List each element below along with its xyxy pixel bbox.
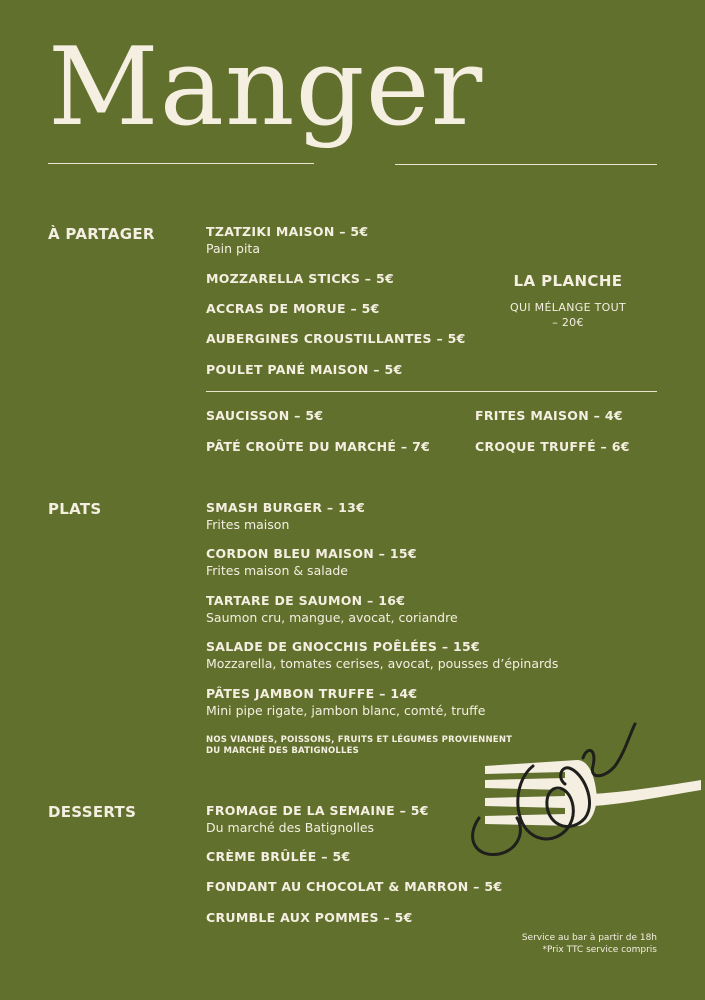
sourcing-note-line: DU MARCHÉ DES BATIGNOLLES	[206, 746, 359, 756]
menu-item	[206, 224, 368, 257]
menu-item	[206, 362, 402, 378]
menu-item	[206, 879, 502, 895]
item-name: SALADE DE GNOCCHIS POÊLÉES – 15€	[206, 639, 481, 654]
menu-item	[206, 593, 458, 626]
item-description: Frites maison & salade	[206, 563, 348, 578]
menu-title: Manger	[48, 25, 484, 150]
planche-price: – 20€	[552, 316, 584, 329]
planche-desc-line: QUI MÉLANGE TOUT	[510, 301, 626, 314]
item-name: MOZZARELLA STICKS – 5€	[206, 271, 394, 286]
item-name: FROMAGE DE LA SEMAINE – 5€	[206, 803, 429, 818]
menu-item	[206, 803, 429, 836]
menu-item	[206, 271, 394, 287]
planche-description	[500, 300, 636, 330]
item-name: CRÈME BRÛLÉE – 5€	[206, 849, 351, 864]
fork-with-pasta-icon	[465, 722, 705, 862]
footer-price-note: *Prix TTC service compris	[542, 945, 657, 955]
item-description: Mozzarella, tomates cerises, avocat, pousses d’épinards	[206, 656, 559, 671]
item-name: TARTARE DE SAUMON – 16€	[206, 593, 406, 608]
menu-item	[206, 910, 413, 926]
menu-item	[206, 849, 350, 865]
menu-item	[206, 500, 365, 533]
section-divider	[206, 391, 657, 392]
menu-item	[206, 439, 430, 455]
item-name: TZATZIKI MAISON – 5€	[206, 224, 369, 239]
title-underline-right	[395, 164, 657, 165]
item-name: CORDON BLEU MAISON – 15€	[206, 546, 417, 561]
section-label-plats: PLATS	[48, 500, 102, 518]
item-description: Mini pipe rigate, jambon blanc, comté, truffe	[206, 703, 486, 718]
menu-item	[206, 639, 558, 672]
section-label-desserts: DESSERTS	[48, 803, 137, 821]
item-name: CROQUE TRUFFÉ – 6€	[475, 439, 630, 454]
footer-notes	[522, 932, 657, 956]
title-underline-left	[48, 163, 314, 164]
footer-service-hours: Service au bar à partir de 18h	[521, 933, 657, 943]
item-description: Saumon cru, mangue, avocat, coriandre	[206, 610, 458, 625]
item-name: FONDANT AU CHOCOLAT & MARRON – 5€	[206, 879, 503, 894]
item-name: ACCRAS DE MORUE – 5€	[206, 301, 380, 316]
item-description: Du marché des Batignolles	[206, 820, 375, 835]
item-name: PÂTÉ CROÛTE DU MARCHÉ – 7€	[206, 439, 431, 454]
item-name: AUBERGINES CROUSTILLANTES – 5€	[206, 331, 466, 346]
sourcing-note-line: NOS VIANDES, POISSONS, FRUITS ET LÉGUMES PROVIENNENT	[206, 735, 513, 745]
menu-item	[206, 686, 485, 719]
menu-item	[206, 408, 323, 424]
menu-item	[206, 546, 417, 579]
section-label-partager: À PARTAGER	[48, 225, 155, 243]
menu-item	[206, 301, 380, 317]
item-description: Pain pita	[206, 241, 260, 256]
item-name: SAUCISSON – 5€	[206, 408, 324, 423]
item-name: POULET PANÉ MAISON – 5€	[206, 362, 403, 377]
menu-item	[475, 439, 630, 455]
item-name: CRUMBLE AUX POMMES – 5€	[206, 910, 413, 925]
la-planche-box	[500, 272, 636, 330]
item-name: PÂTES JAMBON TRUFFE – 14€	[206, 686, 418, 701]
menu-item	[475, 408, 623, 424]
item-description: Frites maison	[206, 517, 290, 532]
menu-item	[206, 331, 466, 347]
item-name: SMASH BURGER – 13€	[206, 500, 366, 515]
planche-title: LA PLANCHE	[513, 272, 623, 290]
item-name: FRITES MAISON – 4€	[475, 408, 623, 423]
